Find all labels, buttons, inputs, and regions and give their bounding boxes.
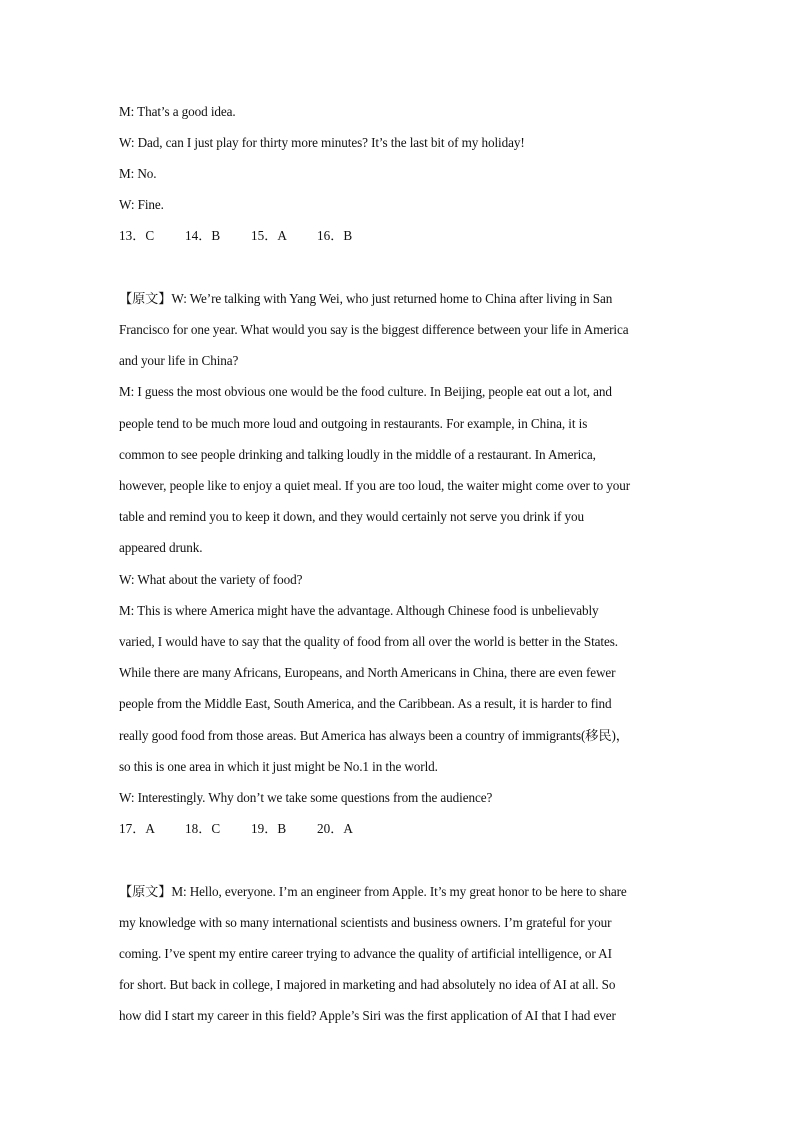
answer-key-13-16: [119, 226, 352, 246]
transcript-line: people from the Middle East, South America, and the Caribbean. As a result, it is harder to find: [119, 696, 612, 711]
dialogue-line: M: That’s a good idea.: [119, 104, 236, 119]
transcript-line: table and remind you to keep it down, and they would certainly not serve you drink if you: [119, 509, 585, 524]
transcript-line: so this is one area in which it just might be No.1 in the world.: [119, 759, 438, 774]
dialogue-line: M: No.: [119, 166, 157, 181]
answer-14: 14．B: [185, 228, 221, 243]
answer-15: 15．A: [251, 228, 287, 243]
transcript-line: my knowledge with so many international scientists and business owners. I’m grateful for your: [119, 915, 612, 930]
dialogue-line: W: Dad, can I just play for thirty more minutes? It’s the last bit of my holiday!: [119, 135, 525, 150]
answer-20: 20．A: [317, 821, 353, 836]
transcript-line: how did I start my career in this field? Apple’s Siri was the first application of AI that I had ever: [119, 1008, 616, 1023]
transcript-line: appeared drunk.: [119, 540, 203, 555]
answer-key-17-20: [119, 819, 353, 839]
transcript-line: however, people like to enjoy a quiet meal. If you are too loud, the waiter might come over to your: [119, 478, 631, 493]
transcript-line: M: This is where America might have the advantage. Although Chinese food is unbelievably: [119, 603, 599, 618]
transcript-line: varied, I would have to say that the quality of food from all over the world is better in the States.: [119, 634, 618, 649]
transcript-line: M: I guess the most obvious one would be the food culture. In Beijing, people eat out a lot, and: [119, 384, 612, 399]
answer-19: 19．B: [251, 821, 287, 836]
answer-16: 16．B: [317, 228, 353, 243]
answer-13: 13．C: [119, 228, 155, 243]
transcript-line: people tend to be much more loud and outgoing in restaurants. For example, in China, it is: [119, 416, 588, 431]
transcript-line: Francisco for one year. What would you say is the biggest difference between your life in America: [119, 322, 629, 337]
transcript-line: 【原文】W: We’re talking with Yang Wei, who just returned home to China after living in San: [119, 291, 613, 306]
answer-17: 17．A: [119, 821, 155, 836]
transcript-line: and your life in China?: [119, 353, 239, 368]
transcript-line: really good food from those areas. But America has always been a country of immigrants(移民)，: [119, 728, 629, 743]
transcript-line: W: Interestingly. Why don’t we take some questions from the audience?: [119, 790, 493, 805]
dialogue-line: W: Fine.: [119, 197, 164, 212]
transcript-line: for short. But back in college, I majored in marketing and had absolutely no idea of AI at all. So: [119, 977, 616, 992]
transcript-line: coming. I’ve spent my entire career trying to advance the quality of artificial intelligence, or AI: [119, 946, 612, 961]
transcript-line: W: What about the variety of food?: [119, 572, 303, 587]
answer-18: 18．C: [185, 821, 221, 836]
transcript-line: common to see people drinking and talking loudly in the middle of a restaurant. In America,: [119, 447, 596, 462]
transcript-line: 【原文】M: Hello, everyone. I’m an engineer from Apple. It’s my great honor to be here to share: [119, 884, 627, 899]
transcript-line: While there are many Africans, Europeans, and North Americans in China, there are even fewer: [119, 665, 616, 680]
